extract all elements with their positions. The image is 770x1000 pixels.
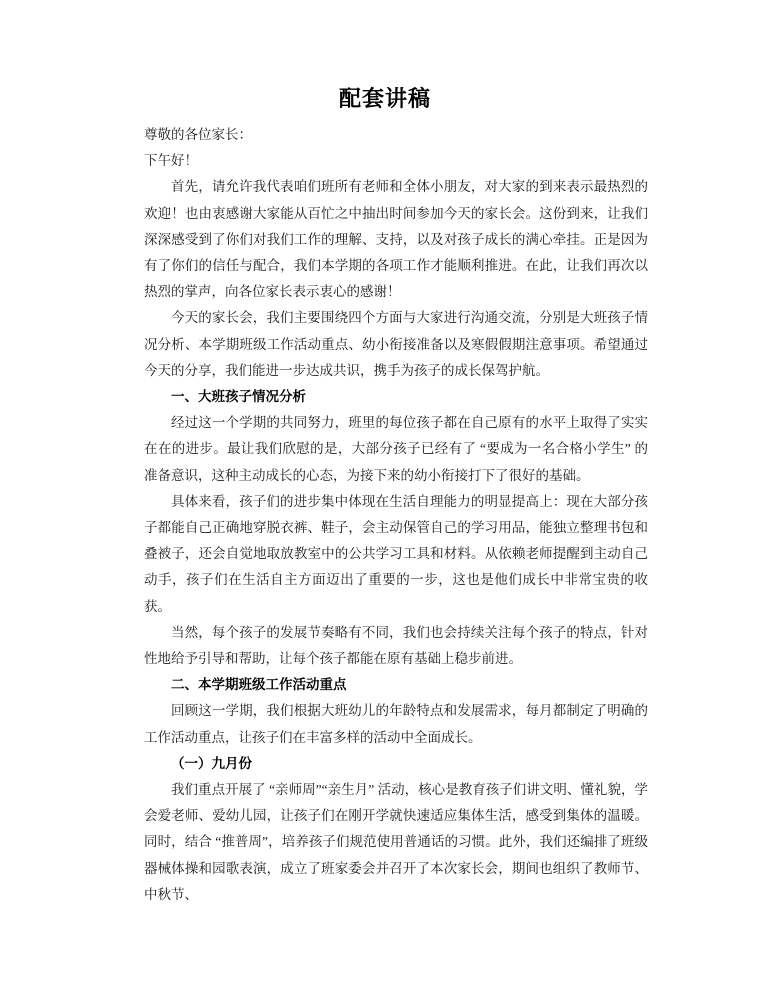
document-body bbox=[144, 122, 648, 908]
paragraph-greeting: 下午好！ bbox=[144, 153, 198, 169]
paragraph-section-1-2: 具体来看，孩子们的进步集中体现在生活自理能力的明显提高上：现在大部分孩子都能自己正确地穿脱衣裤、鞋子，会主动保管自己的学习用品，能独立整理书包和叠被子，还会自觉地取放教室中的公共学习工具和材料。从依赖老师提醒到主动自己动手，孩子们在生活自主方面迈出了重要的一步，这也是他们成长中非常宝贵的收获。 bbox=[144, 493, 648, 614]
paragraph-opening-thanks: 首先，请允许我代表咱们班所有老师和全体小朋友，对大家的到来表示最热烈的欢迎！也由衷感谢大家能从百忙之中抽出时间参加今天的家长会。这份到来，让我们深深感受到了你们对我们工作的理解、支持，以及对孩子成长的满心牵挂。正是因为有了你们的信任与配合，我们本学期的各项工作才能顺利推进。在此，让我们再次以热烈的掌声，向各位家长表示衷心的感谢！ bbox=[144, 179, 648, 300]
subsection-heading-september: （一）九月份 bbox=[171, 755, 252, 771]
paragraph-section-2-1: 回顾这一学期，我们根据大班幼儿的年龄特点和发展需求，每月都制定了明确的工作活动重点，让孩子们在丰富多样的活动中全面成长。 bbox=[144, 703, 648, 745]
paragraph-section-1-1: 经过这一个学期的共同努力，班里的每位孩子都在自己原有的水平上取得了实实在在的进步。最让我们欣慰的是，大部分孩子已经有了 “要成为一名合格小学生” 的准备意识，这种主动成长的心态，为接下来的幼小衔接打下了很好的基础。 bbox=[144, 415, 648, 483]
section-heading-1: 一、大班孩子情况分析 bbox=[171, 389, 306, 405]
section-heading-2: 二、本学期班级工作活动重点 bbox=[171, 677, 347, 693]
paragraph-subsection-1-1: 我们重点开展了 “亲师周”“亲生月” 活动，核心是教育孩子们讲文明、懂礼貌，学会爱老师、爱幼儿园，让孩子们在刚开学就快速适应集体生活，感受到集体的温暖。同时，结合 “推普周”，培养孩子们规范使用普通话的习惯。此外，我们还编排了班级器械体操和园歌表演，成立了班家委会并召开了本次家长会，期间也组织了教师节、中秋节、 bbox=[144, 782, 648, 902]
paragraph-agenda: 今天的家长会，我们主要围绕四个方面与大家进行沟通交流，分别是大班孩子情况分析、本学期班级工作活动重点、幼小衔接准备以及寒假假期注意事项。希望通过今天的分享，我们能进一步达成共识，携手为孩子的成长保驾护航。 bbox=[144, 310, 648, 378]
page-title: 配套讲稿 bbox=[338, 86, 431, 111]
paragraph-salutation: 尊敬的各位家长： bbox=[144, 127, 252, 142]
paragraph-section-1-3: 当然，每个孩子的发展节奏略有不同，我们也会持续关注每个孩子的特点，针对性地给予引导和帮助，让每个孩子都能在原有基础上稳步前进。 bbox=[144, 624, 648, 667]
